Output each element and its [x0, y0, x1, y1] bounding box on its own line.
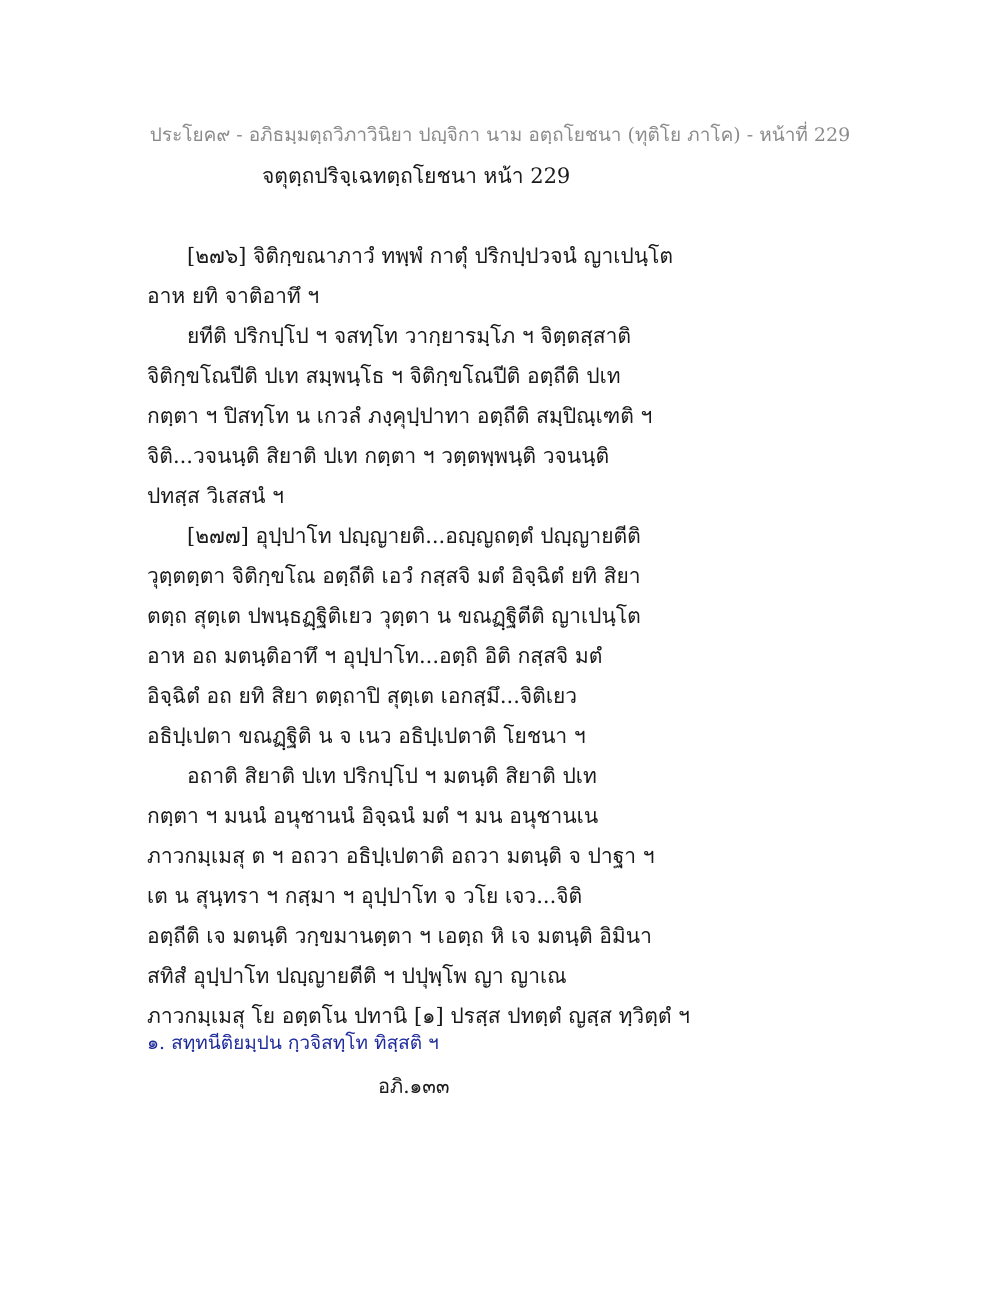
text-line: อธิปฺเปตา ขณฏฺฐิติ น จ เนว อธิปฺเปตาติ โยชนา ฯ [147, 724, 586, 748]
text-line: ยทีติ ปริกปฺโป ฯ จสทฺโท วากฺยารมฺโภ ฯ จิตฺตสฺสาติ [187, 324, 632, 348]
text-line: [๒๗๗] อุปฺปาโท ปญฺญายติ...อญฺญถตฺตํ ปญฺญายตีติ [187, 524, 641, 548]
text-line: อิจฺฉิตํ อถ ยทิ สิยา ตตฺถาปิ สุตฺเต เอกสฺมึ...จิติเยว [147, 684, 578, 708]
body-text [147, 236, 690, 1036]
text-line: อถาติ สิยาติ ปเท ปริกปฺโป ฯ มตนฺติ สิยาติ ปเท [187, 764, 597, 788]
page-mark: อภิ.๑๓๓ [378, 1074, 450, 1098]
text-line: อตฺถีติ เจ มตนฺติ วกฺขมานตฺตา ฯ เอตฺถ หิ เจ มตนฺติ อิมินา [147, 924, 652, 948]
text-line: [๒๗๖] จิติกฺขณาภาวํ ทพฺพํ กาตุํ ปริกปฺปวจนํ ญาเปนฺโต [187, 244, 674, 268]
text-line: จิติ...วจนนฺติ สิยาติ ปเท กตฺตา ฯ วตฺตพฺพนฺติ วจนนฺติ [147, 444, 610, 468]
text-line: อาห อถ มตนฺติอาทึ ฯ อุปฺปาโท...อตฺถิ อิติ กสฺสจิ มตํ [147, 644, 603, 668]
text-line: เต น สุนฺทรา ฯ กสฺมา ฯ อุปฺปาโท จ วโย เจว...จิติ [147, 884, 583, 908]
text-line: ปทสฺส วิเสสนํ ฯ [147, 484, 284, 508]
text-line: ตตฺถ สุตฺเต ปพนฺธฏฺฐิติเยว วุตฺตา น ขณฏฺฐิตีติ ญาเปนฺโต [147, 604, 641, 628]
text-line: วุตฺตตฺตา จิติกฺขโณ อตฺถีติ เอวํ กสฺสจิ มตํ อิจฺฉิตํ ยทิ สิยา [147, 564, 641, 588]
running-header: ประโยค๙ - อภิธมฺมตฺถวิภาวินิยา ปญฺจิกา นาม อตฺถโยชนา (ทุติโย ภาโค) - หน้าที่ 229 [149, 124, 851, 146]
text-line: จิติกฺขโณปีติ ปเท สมฺพนฺโธ ฯ จิติกฺขโณปีติ อตฺถีติ ปเท [147, 364, 621, 388]
text-line: อาห ยทิ จาติอาทึ ฯ [147, 284, 320, 308]
text-line: กตฺตา ฯ ปิสทฺโท น เกวลํ ภงฺคุปฺปาทา อตฺถีติ สมฺปิณฺเฑติ ฯ [147, 404, 653, 428]
section-title: จตุตฺถปริจฺเฉทตฺถโยชนา หน้า 229 [262, 164, 571, 188]
text-line: สทิสํ อุปฺปาโท ปญฺญายตีติ ฯ ปปุพฺโพ ญา ญาเณ [147, 964, 567, 988]
text-line: ภาวกมฺเมสุ ต ฯ อถวา อธิปฺเปตาติ อถวา มตนฺติ จ ปาฐา ฯ [147, 844, 655, 868]
text-line: กตฺตา ฯ มนนํ อนุชานนํ อิจฺฉนํ มตํ ฯ มน อนุชานเน [147, 804, 599, 828]
text-line: ภาวกมฺเมสุ โย อตฺตโน ปทานิ [๑] ปรสฺส ปทตฺตํ ญสฺส ทฺวิตฺตํ ฯ [147, 1004, 690, 1028]
footnote: ๑. สทฺทนีติยมฺปน กฺวจิสทฺโท ทิสฺสติ ฯ [147, 1032, 439, 1054]
